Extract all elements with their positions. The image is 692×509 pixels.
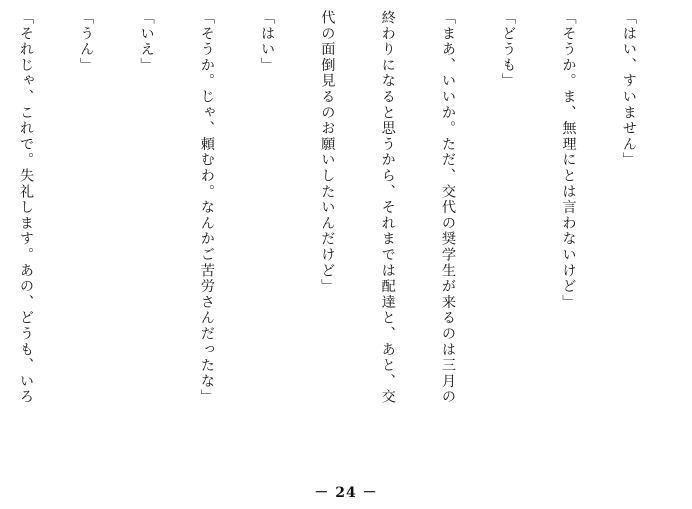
page-number: － 24 － <box>314 485 378 501</box>
text-line: 「はい」 <box>259 10 276 74</box>
text-line: 代の面倒見るのお願いしたいんだけど」 <box>319 10 336 295</box>
novel-text-column <box>0 10 679 480</box>
text-line: 「そうか。じゃ、頼むわ。なんかご苦労さんだったな」 <box>198 10 215 405</box>
text-line: 「そうか。ま、無理にとは言わないけど」 <box>560 10 577 311</box>
text-line: 「まあ、いいか。ただ、交代の奨学生が来るのは三月の <box>439 10 456 405</box>
text-line: 「いえ」 <box>138 10 155 74</box>
text-line: 「それじゃ、これで。失礼します。あの、どうも、いろ <box>18 10 34 405</box>
text-line: 「どうも」 <box>500 10 517 89</box>
text-line: 終わりになると思うから、それまでは配達と、あと、交 <box>379 10 396 405</box>
text-line: 「うん」 <box>78 10 95 74</box>
text-line: 「はい、すいません」 <box>620 10 637 168</box>
